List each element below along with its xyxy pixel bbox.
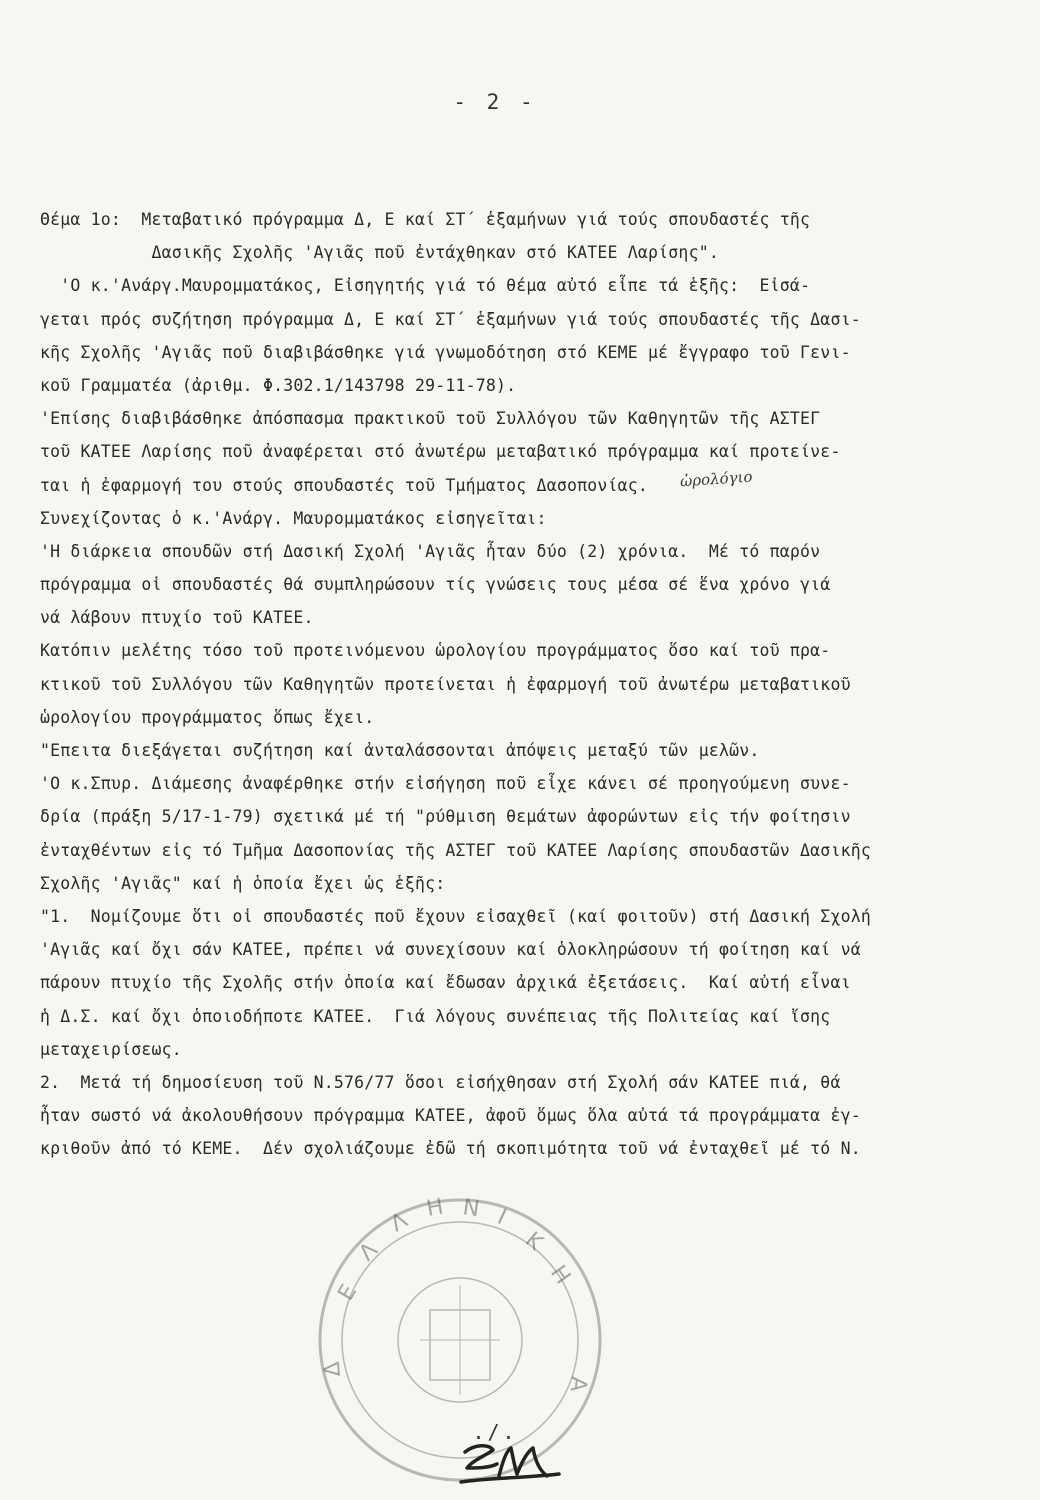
- text-line: "1. Νομίζουμε ὅτι οἱ σπουδαστές ποῦ ἔχουν εἰσαχθεῖ (καί φοιτοῦν) στή Δασική Σχολή: [40, 906, 871, 926]
- text-line: 'Αγιᾶς καί ὄχι σάν ΚΑΤΕΕ, πρέπει νά συνεχίσουν καί ὁλοκληρώσουν τή φοίτηση καί νά: [40, 940, 861, 960]
- text-line: ται ἡ ἐφαρμογή του στούς σπουδαστές τοῦ Τμήματος Δασοπονίας.: [40, 475, 649, 495]
- svg-text:Α: Α: [564, 1375, 591, 1393]
- text-line: πάρουν πτυχίο τῆς Σχολῆς στήν ὁποία καί ἔδωσαν ἀρχικά ἐξετάσεις. Καί αὐτή εἶναι: [40, 973, 851, 993]
- text-line: 'Ο κ.'Ανάργ.Μαυρομματάκος, Εἰσηγητής γιά τό θέμα αὐτό εἶπε τά ἑξῆς: Εἰσά-: [40, 276, 811, 296]
- text-line: μεταχειρίσεως.: [40, 1039, 182, 1059]
- text-line: 'Η διάρκεια σπουδῶν στή Δασική Σχολή 'Αγιᾶς ἦταν δύο (2) χρόνια. Μέ τό παρόν: [40, 541, 821, 561]
- text-line: Συνεχίζοντας ὁ κ.'Ανάργ. Μαυρομματάκος εἰσηγεῖται:: [40, 508, 547, 528]
- svg-text:Κ: Κ: [520, 1227, 548, 1256]
- text-line: ἦταν σωστό νά ἀκολουθήσουν πρόγραμμα ΚΑΤΕΕ, ἀφοῦ ὅμως ὅλα αὐτά τά προγράμματα ἐγ-: [40, 1106, 861, 1126]
- text-line: ἡ Δ.Σ. καί ὄχι ὁποιοδήποτε ΚΑΤΕΕ. Γιά λόγους συνέπειας τῆς Πολιτείας καί ἴσης: [40, 1006, 831, 1026]
- text-line: νά λάβουν πτυχίο τοῦ ΚΑΤΕΕ.: [40, 608, 314, 628]
- page-number: - 2 -: [453, 90, 537, 114]
- text-line: κτικοῦ τοῦ Συλλόγου τῶν Καθηγητῶν προτείνεται ἡ ἐφαρμογή τοῦ ἀνωτέρω μεταβατικοῦ: [40, 674, 851, 694]
- text-line: τοῦ ΚΑΤΕΕ Λαρίσης ποῦ ἀναφέρεται στό ἀνωτέρω μεταβατικό πρόγραμμα καί προτείνε-: [40, 442, 841, 462]
- svg-text:Λ: Λ: [354, 1237, 383, 1267]
- handwritten-signature: [455, 1438, 565, 1488]
- text-line: Δασικῆς Σχολῆς 'Αγιᾶς ποῦ ἐντάχθηκαν στό ΚΑΤΕΕ Λαρίσης".: [40, 243, 719, 263]
- text-line: γεται πρός συζήτηση πρόγραμμα Δ, Ε καί ΣΤ΄ ἑξαμήνων γιά τούς σπουδαστές τῆς Δασι-: [40, 309, 861, 329]
- document-body: [40, 203, 1005, 1165]
- svg-text:Ι: Ι: [493, 1204, 510, 1231]
- continuation-mark: ./.: [472, 1420, 518, 1444]
- text-line: κριθοῦν ἀπό τό ΚΕΜΕ. Δέν σχολιάζουμε ἐδῶ τή σκοπιμότητα τοῦ νά ἐνταχθεῖ μέ τό Ν.: [40, 1139, 861, 1159]
- text-line: 'Επίσης διαβιβάσθηκε ἀπόσπασμα πρακτικοῦ τοῦ Συλλόγου τῶν Καθηγητῶν τῆς ΑΣΤΕΓ: [40, 409, 821, 429]
- svg-text:Ε: Ε: [333, 1280, 363, 1305]
- text-line: πρόγραμμα οἱ σπουδαστές θά συμπληρώσουν τίς γνώσεις τους μέσα σέ ἕνα χρόνο γιά: [40, 575, 831, 595]
- handwritten-insert: ὡρολόγιο: [679, 467, 754, 491]
- text-line: κῆς Σχολῆς 'Αγιᾶς ποῦ διαβιβάσθηκε γιά γνωμοδότηση στό ΚΕΜΕ μέ ἔγγραφο τοῦ Γενι-: [40, 342, 851, 362]
- svg-text:Η: Η: [424, 1194, 446, 1222]
- svg-text:Δ: Δ: [319, 1360, 346, 1378]
- text-line: δρία (πράξη 5/17-1-79) σχετικά μέ τή "ρύθμιση θεμάτων ἀφορώντων εἰς τήν φοίτησιν: [40, 807, 851, 827]
- text-line: Σχολῆς 'Αγιᾶς" καί ἡ ὁποία ἔχει ὡς ἑξῆς:: [40, 873, 446, 893]
- svg-text:Λ: Λ: [386, 1208, 413, 1238]
- text-line: Θέμα 1ο: Μεταβατικό πρόγραμμα Δ, Ε καί ΣΤ΄ ἑξαμήνων γιά τούς σπουδαστές τῆς: [40, 210, 811, 229]
- svg-text:Ν: Ν: [461, 1195, 481, 1223]
- text-line: ὡρολογίου προγράμματος ὅπως ἔχει.: [40, 707, 375, 727]
- text-line: Κατόπιν μελέτης τόσο τοῦ προτεινόμενου ὡρολογίου προγράμματος ὅσο καί τοῦ πρα-: [40, 641, 831, 661]
- text-line: ἐνταχθέντων εἰς τό Τμῆμα Δασοπονίας τῆς ΑΣΤΕΓ τοῦ ΚΑΤΕΕ Λαρίσης σπουδαστῶν Δασικῆς: [40, 840, 871, 860]
- svg-text:Η: Η: [545, 1261, 576, 1289]
- text-line: 2. Μετά τή δημοσίευση τοῦ Ν.576/77 ὅσοι εἰσήχθησαν στή Σχολή σάν ΚΑΤΕΕ πιά, θά: [40, 1072, 841, 1092]
- text-line: κοῦ Γραμματέα (ἀριθμ. Φ.302.1/143798 29-11-78).: [40, 375, 517, 395]
- text-line: "Επειτα διεξάγεται συζήτηση καί ἀνταλάσσονται ἀπόψεις μεταξύ τῶν μελῶν.: [40, 741, 760, 760]
- text-line: 'Ο κ.Σπυρ. Διάμεσης ἀναφέρθηκε στήν εἰσήγηση ποῦ εἶχε κάνει σέ προηγούμενη συνε-: [40, 774, 851, 794]
